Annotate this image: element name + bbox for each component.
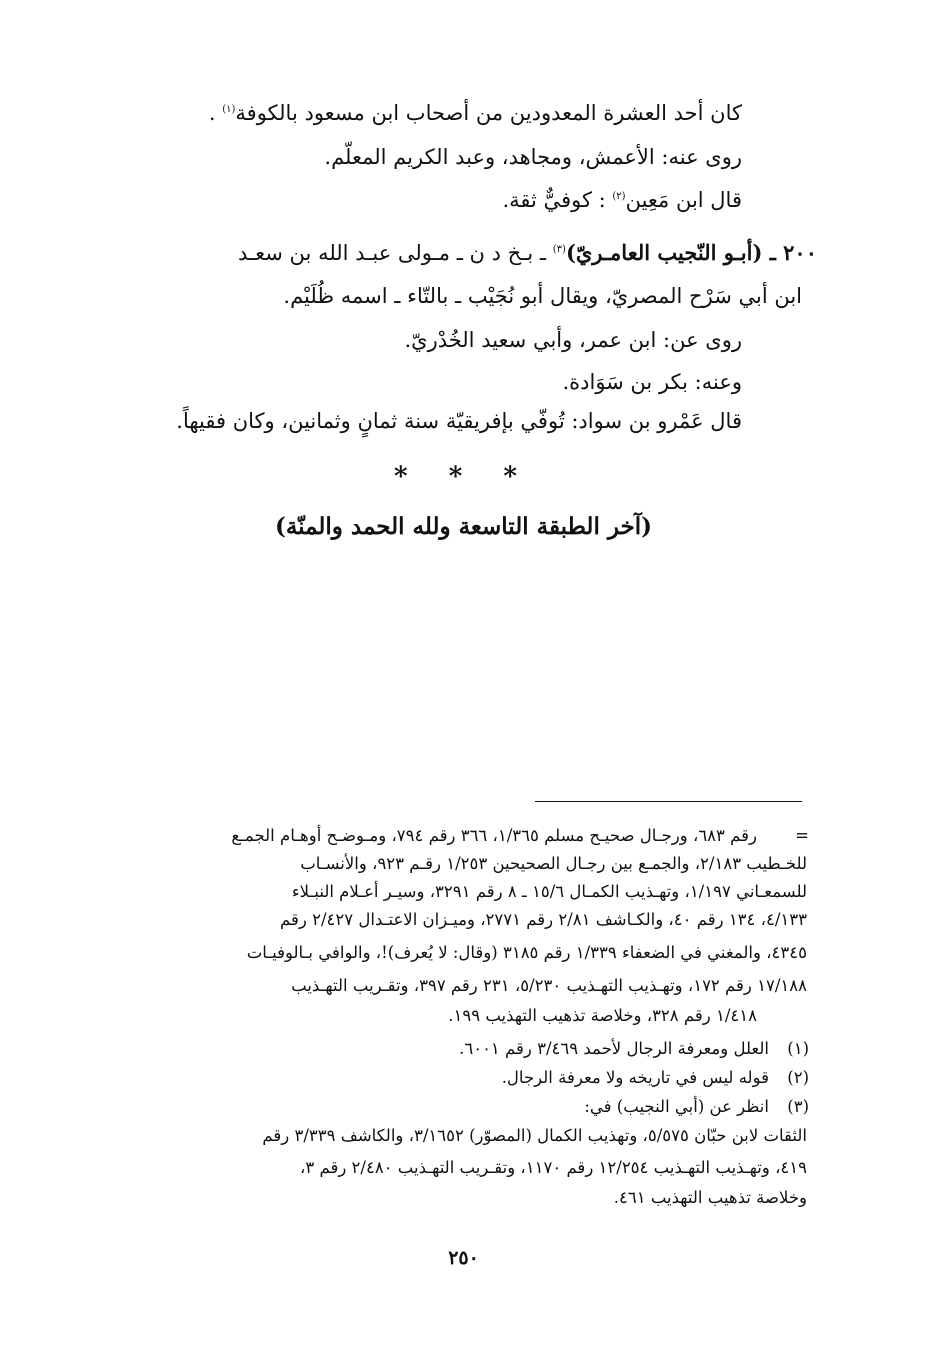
footnote-line: الثقات لابن حبّان ٥/٥٧٥، وتهذيب الكمال (المصوّر) ٣/١٦٥٢، والكاشف ٣/٣٣٩ رقم <box>262 1126 807 1145</box>
footnote-line: للسمعـاني ١/١٩٧، وتهـذيب الكمـال ١٥/٦ ـ ٨ رقم ٣٢٩١، وسيـر أعـلام النبـلاء <box>291 882 807 901</box>
entry-title: ٢٠٠ ـ (أبـو النّجيب العامـريّ) <box>565 240 817 265</box>
footnote-line: ٤/١٣٣، ١٣٤ رقم ٤٠، والكـاشف ٢/٨١ رقم ٢٧٧١، وميـزان الاعتـدال ٢/٤٢٧ رقم <box>280 910 807 929</box>
text-fragment: قال ابن مَعِين <box>625 188 742 212</box>
text-line: روى عنه: الأعمش، ومجاهد، وعبد الكريم المعلّم. <box>324 145 742 169</box>
footnote-1 <box>459 1039 809 1058</box>
closing-heading: (آخر الطبقة التاسعة ولله الحمد والمنّة) <box>274 513 653 540</box>
text-line <box>502 188 742 212</box>
text-line: ابن أبي سَرْح المصريّ، ويقال أبو نُجَيْب ـ بالتّاء ـ اسمه ظُلَيْم. <box>283 284 802 308</box>
footnote-line: رقم ٦٨٣، ورجـال صحيـح مسلم ١/٣٦٥، ٣٦٦ رقم ٧٩٤، ومـوضـح أوهـام الجمـع <box>231 826 757 845</box>
continuation-marker: = <box>795 826 809 845</box>
text-fragment: كان أحد العشرة المعدودين من أصحاب ابن مسعود بالكوفة <box>235 101 742 125</box>
footnote-line: ١/٤١٨ رقم ٣٢٨، وخلاصة تذهيب التهذيب ١٩٩. <box>448 1006 757 1025</box>
text-fragment: . <box>208 101 223 125</box>
footnote-2 <box>502 1068 809 1087</box>
footnote-number: (٣) <box>787 1097 809 1116</box>
footnote-text: العلل ومعرفة الرجال لأحمد ٣/٤٦٩ رقم ٦٠٠١. <box>459 1039 769 1058</box>
footnote-line: ٤٣٤٥، والمغني في الضعفاء ١/٣٣٩ رقم ٣١٨٥ (وقال: لا يُعرف)!، والوافي بـالوفيـات <box>246 943 807 962</box>
footnote-ref: (٢) <box>612 191 626 202</box>
footnote-number: (١) <box>787 1039 809 1058</box>
footnote-line: ٤١٩، وتهـذيب التهـذيب ١٢/٢٥٤ رقم ١١٧٠، وتقـريب التهـذيب ٢/٤٨٠ رقم ٣، <box>300 1158 807 1177</box>
text-line: روى عن: ابن عمر، وأبي سعيد الخُدْريّ. <box>404 328 742 352</box>
footnote-text: قوله ليس في تاريخه ولا معرفة الرجال. <box>501 1068 769 1087</box>
entry-sigla: ـ بـخ د ن ـ مـولى عبـد الله بن سعـد <box>237 241 553 265</box>
footnote-ref: (٣) <box>552 244 566 255</box>
footnote-number: (٢) <box>787 1068 809 1087</box>
footnote-separator <box>535 801 802 802</box>
section-divider-stars: * * * <box>394 462 533 492</box>
text-line: قال عَمْرو بن سواد: تُوفّي بإفريقيّة سنة ثمانٍ وثمانين، وكان فقيهاً. <box>176 409 742 433</box>
text-fragment: : كوفيٌّ ثقة. <box>502 188 613 212</box>
footnote-line: ١٧/١٨٨ رقم ١٧٢، وتهـذيب التهـذيب ٥/٢٣٠، ٢٣١ رقم ٣٩٧، وتقـريب التهـذيب <box>291 976 807 995</box>
text-line: وعنه: بكر بن سَوَادة. <box>562 370 742 394</box>
text-line <box>209 101 742 125</box>
footnote-3 <box>584 1097 809 1116</box>
page-number: ٢٥٠ <box>448 1247 479 1269</box>
entry-heading-line <box>238 240 817 265</box>
footnote-text: انظر عن (أبي النجيب) في: <box>584 1097 769 1116</box>
footnote-line: وخلاصة تذهيب التهذيب ٤٦١. <box>613 1188 807 1207</box>
footnote-line: للخـطيب ٢/١٨٣، والجمـع بين رجـال الصحيحين ١/٢٥٣ رقـم ٩٢٣، والأنسـاب <box>300 854 807 873</box>
footnote-ref: (١) <box>222 104 236 115</box>
